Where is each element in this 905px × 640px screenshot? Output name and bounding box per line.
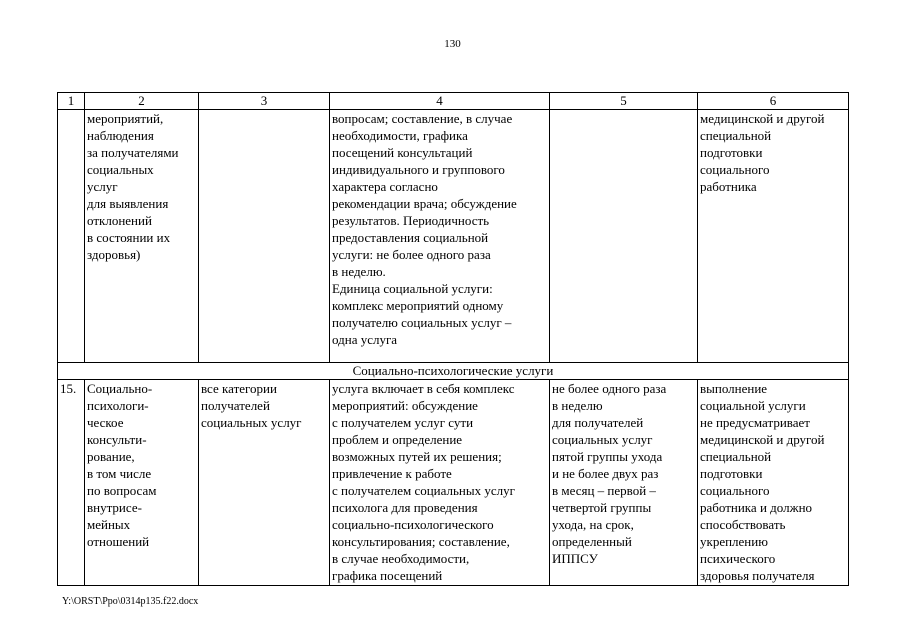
frequency-cell: не более одного раза в неделю для получателей социальных услуг пятой группы ухода и не более двух раз в месяц – первой – четвертой группы ухода, на срок, определенный ИППСУ	[550, 380, 698, 586]
section-title: Социально-психологические услуги	[58, 363, 849, 380]
column-number-1: 1	[58, 93, 85, 110]
column-number-6: 6	[698, 93, 849, 110]
table-row	[58, 380, 849, 586]
frequency-cell	[550, 110, 698, 363]
column-number-5: 5	[550, 93, 698, 110]
column-number-4: 4	[330, 93, 550, 110]
row-number-cell	[58, 110, 85, 363]
services-table	[57, 92, 849, 586]
table-header-row	[58, 93, 849, 110]
row-number-cell: 15.	[58, 380, 85, 586]
recipients-cell: все категории получателей социальных услуг	[199, 380, 330, 586]
description-cell: вопросам; составление, в случае необходимости, графика посещений консультаций индивидуального и группового характера согласно рекомендации врача; обсуждение результатов. Периодичность предоставления социальной услуги: не более одного раза в неделю. Единица социальной услуги: комплекс мероприятий одному получателю социальных услуг – одна услуга	[330, 110, 550, 363]
file-path-footer: Y:\ORST\Ppo\0314p135.f22.docx	[62, 596, 199, 607]
column-number-3: 3	[199, 93, 330, 110]
table-row	[58, 110, 849, 363]
section-header-row	[58, 363, 849, 380]
page-number: 130	[444, 38, 461, 50]
recipients-cell	[199, 110, 330, 363]
column-number-2: 2	[85, 93, 199, 110]
description-cell: услуга включает в себя комплекс мероприятий: обсуждение с получателем услуг сути проблем и определение возможных путей их решения; привлечение к работе с получателем социальных услуг психолога для проведения социально-психологического консультирования; составление, в случае необходимости, графика посещений	[330, 380, 550, 586]
service-name-cell: мероприятий, наблюдения за получателями социальных услуг для выявления отклонений в состоянии их здоровья)	[85, 110, 199, 363]
conditions-cell: медицинской и другой специальной подготовки социального работника	[698, 110, 849, 363]
service-name-cell: Социально- психологи- ческое консульти- рование, в том числе по вопросам внутрисе- мейных отношений	[85, 380, 199, 586]
conditions-cell: выполнение социальной услуги не предусматривает медицинской и другой специальной подготовки социального работника и должно способствовать укреплению психического здоровья получателя	[698, 380, 849, 586]
